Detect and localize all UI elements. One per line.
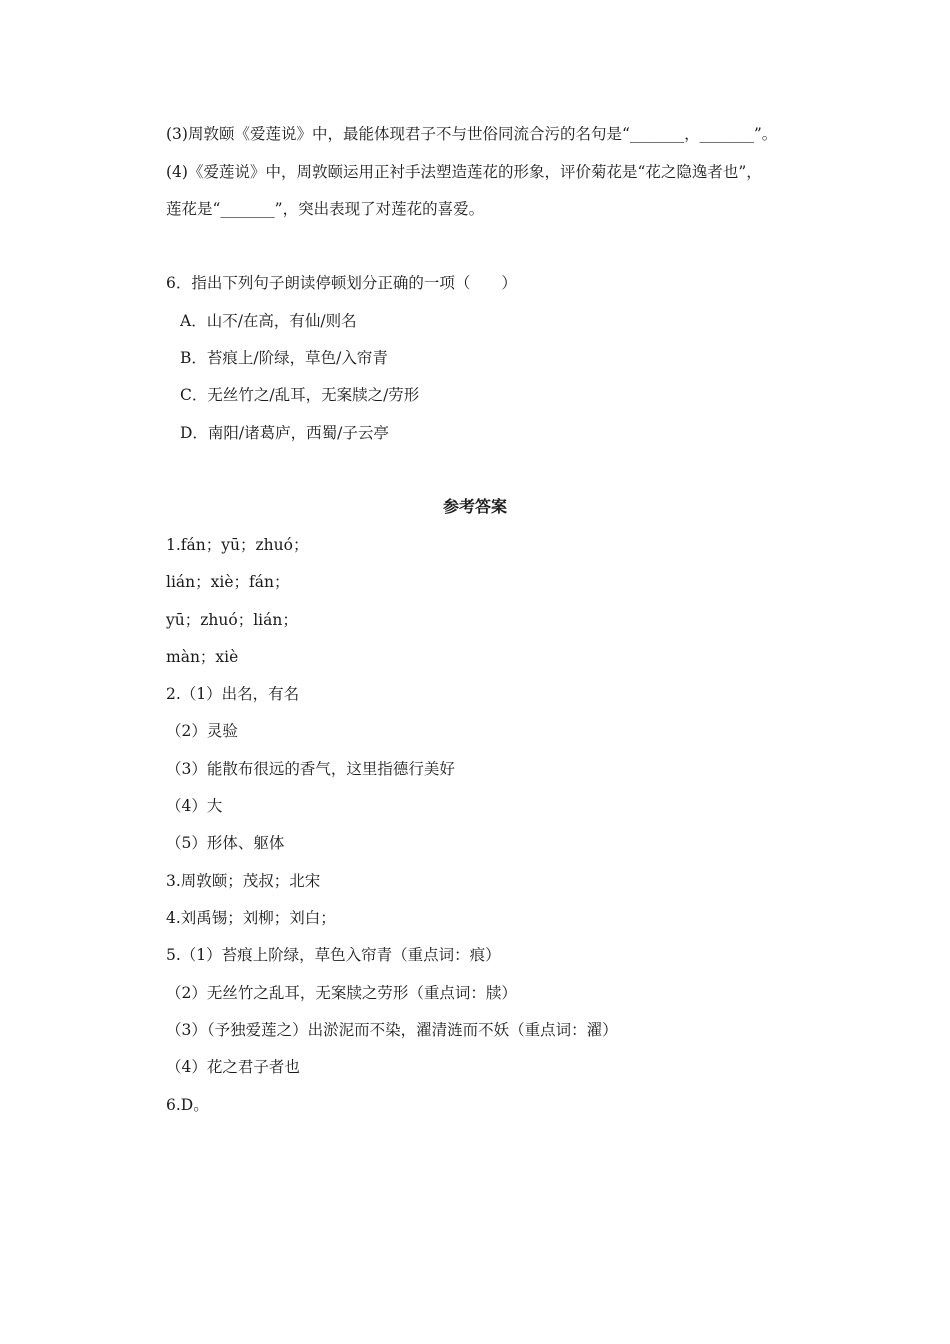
- answer-line: （3）（予独爱莲之）出淤泥而不染，濯清涟而不妖（重点词：濯）: [166, 1021, 618, 1039]
- answer-line: 1.fán；yū；zhuó；: [166, 536, 309, 554]
- question-6-stem: 6．指出下列句子朗读停顿划分正确的一项（ ）: [166, 274, 517, 292]
- answer-line: （4）大: [166, 797, 223, 815]
- answer-line: （3）能散布很远的香气，这里指德行美好: [166, 760, 455, 778]
- answer-line: 6.D。: [166, 1096, 209, 1114]
- answers-title: 参考答案: [442, 497, 507, 516]
- answer-line: （4）花之君子者也: [166, 1058, 300, 1076]
- option-d: D．南阳/诸葛庐，西蜀/子云亭: [180, 424, 389, 442]
- question-5-4-line-1: (4)《爱莲说》中，周敦颐运用正衬手法塑造莲花的形象，评价菊花是“花之隐逸者也”，: [166, 163, 762, 181]
- answer-line: 5.（1）苔痕上阶绿，草色入帘青（重点词：痕）: [166, 946, 501, 964]
- answer-line: （2）无丝竹之乱耳，无案牍之劳形（重点词：牍）: [166, 984, 517, 1002]
- answer-line: 2.（1）出名，有名: [166, 685, 300, 703]
- answer-line: 3.周敦颐；茂叔；北宋: [166, 872, 321, 890]
- question-5-3: (3)周敦颐《爱莲说》中，最能体现君子不与世俗同流合污的名句是“_______，_______”。: [166, 125, 778, 143]
- question-5-4-line-2: 莲花是“_______”，突出表现了对莲花的喜爱。: [166, 200, 485, 218]
- option-b: B．苔痕上/阶绿，草色/入帘青: [180, 349, 388, 367]
- answer-line: （5）形体、躯体: [166, 834, 285, 852]
- answer-line: màn；xiè: [166, 648, 239, 666]
- answer-line: （2）灵验: [166, 722, 238, 740]
- answer-line: lián；xiè；fán；: [166, 573, 290, 591]
- answer-line: 4.刘禹锡；刘柳；刘白；: [166, 909, 336, 927]
- answer-line: yū；zhuó；lián；: [166, 611, 298, 629]
- option-c: C．无丝竹之/乱耳，无案牍之/劳形: [180, 386, 420, 404]
- option-a: A．山不/在高，有仙/则名: [180, 312, 357, 330]
